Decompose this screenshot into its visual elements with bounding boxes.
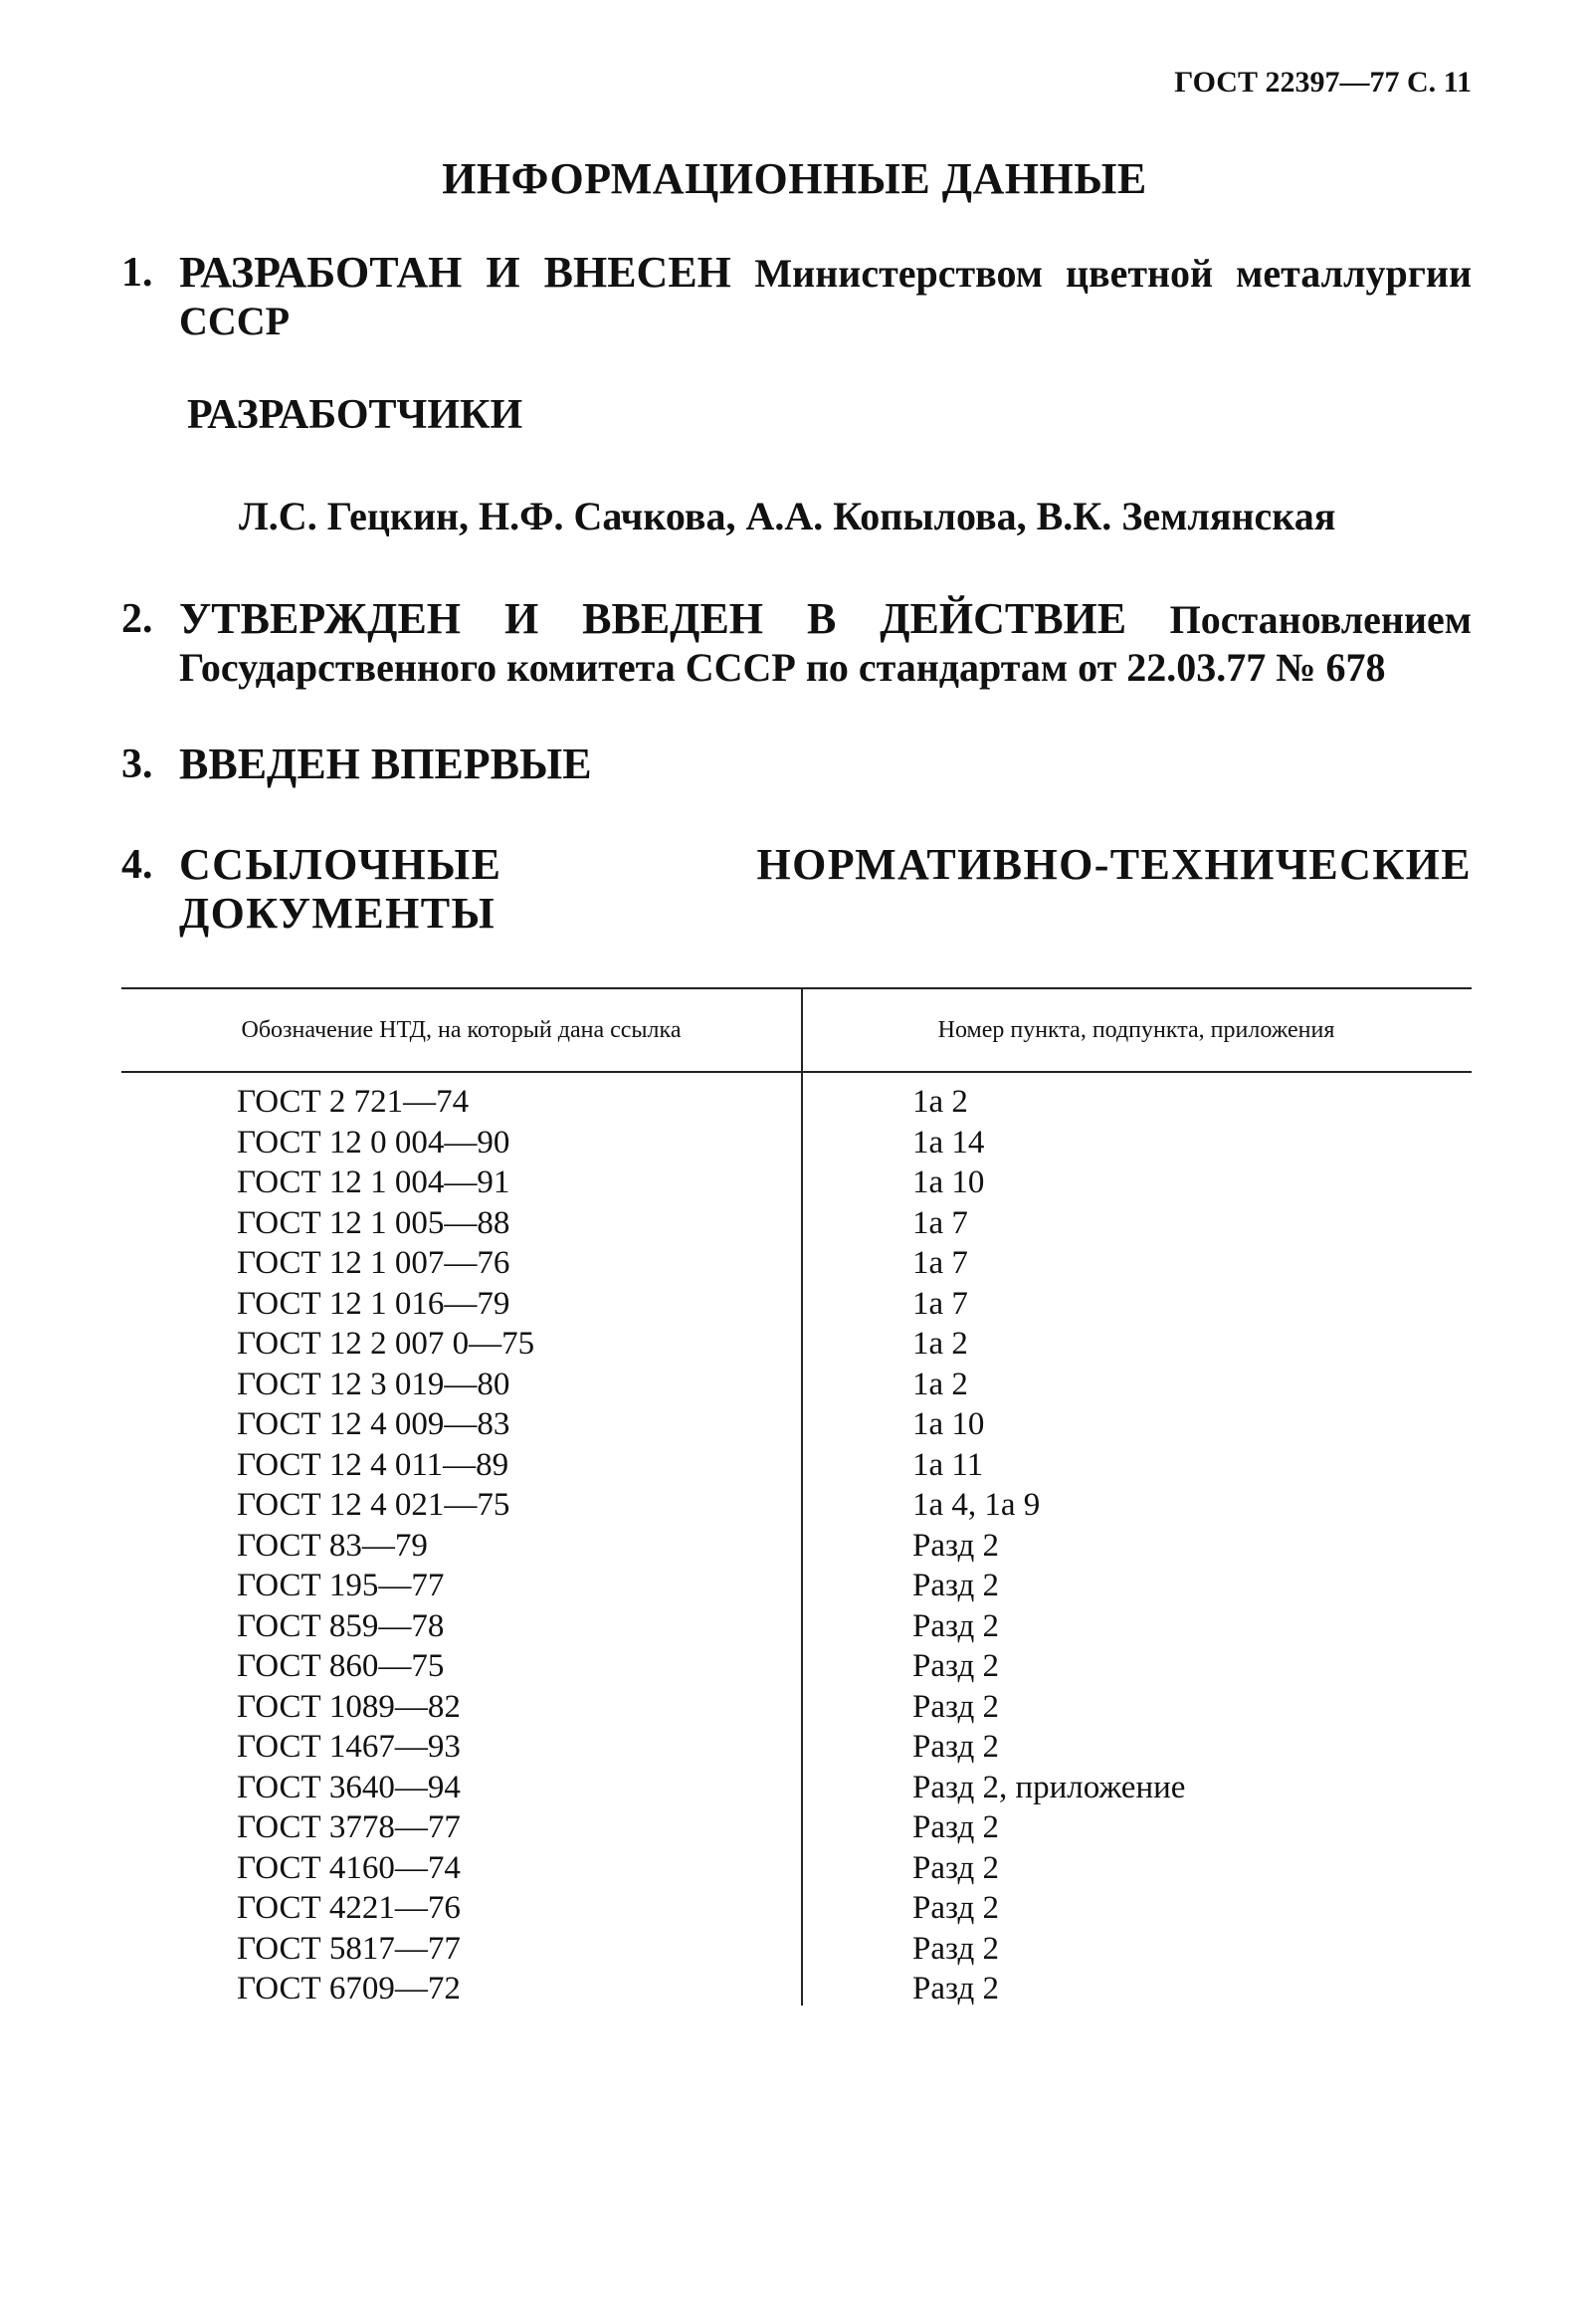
table-row [121, 1526, 1472, 1567]
document-designation-cell: ГОСТ 5817—77 [237, 1930, 461, 1967]
item-body [179, 595, 1472, 692]
item-lead: ВВЕДЕН ВПЕРВЫЕ [179, 739, 592, 788]
item-number: 4. [121, 842, 153, 888]
document-designation-cell: ГОСТ 3640—94 [237, 1769, 461, 1805]
table-row [121, 1203, 1472, 1244]
info-item-1 [121, 249, 1472, 345]
table-row [121, 1284, 1472, 1325]
item-lead: УТВЕРЖДЕН И ВВЕДЕН В ДЕЙСТВИЕ [179, 594, 1127, 643]
column-divider [801, 987, 803, 2006]
clause-number-cell: 1а 14 [912, 1124, 985, 1161]
clause-number-cell: Разд 2 [912, 1729, 999, 1765]
table-row [121, 1727, 1472, 1768]
item-number: 1. [121, 250, 153, 296]
info-item-2 [121, 595, 1472, 692]
table-row [121, 1123, 1472, 1163]
table-row [121, 1162, 1472, 1203]
table-row [121, 1768, 1472, 1808]
table-row [121, 1324, 1472, 1365]
clause-number-cell: Разд 2 [912, 1849, 999, 1886]
column-header-clause: Номер пункта, подпункта, приложения [937, 1016, 1335, 1043]
table-row [121, 1566, 1472, 1606]
table-row [121, 1929, 1472, 1970]
item-text: Постановлением Государственного комитета СССР по стандартам от 22.03.77 № 678 [179, 597, 1473, 690]
table-header-row [121, 989, 1472, 1071]
clause-number-cell: 1а 4, 1а 9 [912, 1487, 1041, 1523]
document-designation-cell: ГОСТ 12 1 007—76 [237, 1245, 510, 1281]
document-designation-cell: ГОСТ 12 4 011—89 [237, 1446, 509, 1483]
document-designation-cell: ГОСТ 4221—76 [237, 1890, 461, 1926]
table-row [121, 1807, 1472, 1848]
table-row [121, 1606, 1472, 1647]
info-item-3 [121, 740, 1472, 789]
clause-number-cell: Разд 2 [912, 1648, 999, 1684]
clause-number-cell: Разд 2 [912, 1527, 999, 1564]
clause-number-cell: Разд 2, приложение [912, 1769, 1186, 1805]
clause-number-cell: Разд 2 [912, 1809, 999, 1845]
table-row [121, 1888, 1472, 1929]
table-row [121, 1485, 1472, 1526]
clause-number-cell: Разд 2 [912, 1930, 999, 1967]
clause-number-cell: 1а 2 [912, 1326, 968, 1362]
page-title: ИНФОРМАЦИОННЫЕ ДАННЫЕ [442, 154, 1147, 203]
table-row [121, 1646, 1472, 1687]
clause-number-cell: 1а 10 [912, 1406, 985, 1442]
document-designation-cell: ГОСТ 12 0 004—90 [237, 1124, 510, 1161]
item-body [179, 249, 1472, 345]
document-reference: ГОСТ 22397—77 С. 11 [1174, 66, 1472, 99]
clause-number-cell: 1а 2 [912, 1084, 968, 1120]
document-designation-cell: ГОСТ 195—77 [237, 1568, 445, 1603]
item-number: 2. [121, 596, 153, 642]
reference-table [121, 987, 1472, 2009]
table-body [121, 1073, 1472, 2009]
table-row [121, 1969, 1472, 2009]
clause-number-cell: Разд 2 [912, 1568, 999, 1603]
document-designation-cell: ГОСТ 83—79 [237, 1527, 428, 1564]
item-number: 3. [121, 741, 153, 787]
clause-number-cell: Разд 2 [912, 1890, 999, 1926]
item-lead: ССЫЛОЧНЫЕ НОРМАТИВНО-ТЕХНИЧЕСКИЕ ДОКУМЕНТЫ [179, 840, 1472, 938]
table-row [121, 1082, 1472, 1123]
table-row [121, 1848, 1472, 1889]
table-row [121, 1404, 1472, 1445]
document-designation-cell: ГОСТ 12 3 019—80 [237, 1366, 510, 1402]
table-row [121, 1445, 1472, 1486]
info-item-4 [121, 841, 1472, 939]
document-designation-cell: ГОСТ 4160—74 [237, 1849, 461, 1886]
document-designation-cell: ГОСТ 12 2 007 0—75 [237, 1326, 535, 1362]
clause-number-cell: 1а 11 [912, 1446, 984, 1483]
document-designation-cell: ГОСТ 12 1 016—79 [237, 1285, 510, 1322]
clause-number-cell: 1а 7 [912, 1204, 968, 1241]
document-designation-cell: ГОСТ 1467—93 [237, 1729, 461, 1765]
clause-number-cell: 1а 7 [912, 1285, 968, 1322]
column-header-document: Обозначение НТД, на который дана ссылка [241, 1016, 682, 1043]
document-designation-cell: ГОСТ 3778—77 [237, 1809, 461, 1845]
document-designation-cell: ГОСТ 12 1 004—91 [237, 1164, 510, 1200]
table-row [121, 1687, 1472, 1728]
clause-number-cell: Разд 2 [912, 1607, 999, 1644]
clause-number-cell: Разд 2 [912, 1971, 999, 2007]
document-designation-cell: ГОСТ 860—75 [237, 1648, 445, 1684]
developers-names: Л.С. Гецкин, Н.Ф. Сачкова, А.А. Копылова, В.К. Землянская [239, 494, 1336, 538]
document-designation-cell: ГОСТ 12 4 021—75 [237, 1487, 510, 1523]
clause-number-cell: Разд 2 [912, 1688, 999, 1725]
item-body [179, 740, 1472, 789]
table-row [121, 1243, 1472, 1284]
document-designation-cell: ГОСТ 12 4 009—83 [237, 1406, 510, 1442]
table-row [121, 1365, 1472, 1405]
item-lead: РАЗРАБОТАН И ВНЕСЕН [179, 248, 731, 297]
document-designation-cell: ГОСТ 1089—82 [237, 1688, 461, 1725]
document-designation-cell: ГОСТ 2 721—74 [237, 1084, 470, 1120]
item-text: Министерством цветной металлургии СССР [179, 251, 1473, 343]
document-designation-cell: ГОСТ 859—78 [237, 1607, 445, 1644]
clause-number-cell: 1а 2 [912, 1366, 968, 1402]
item-body [179, 841, 1472, 939]
clause-number-cell: 1а 10 [912, 1164, 985, 1200]
developers-heading: РАЗРАБОТЧИКИ [187, 392, 523, 438]
document-designation-cell: ГОСТ 6709—72 [237, 1971, 461, 2007]
clause-number-cell: 1а 7 [912, 1245, 968, 1281]
document-designation-cell: ГОСТ 12 1 005—88 [237, 1204, 510, 1241]
